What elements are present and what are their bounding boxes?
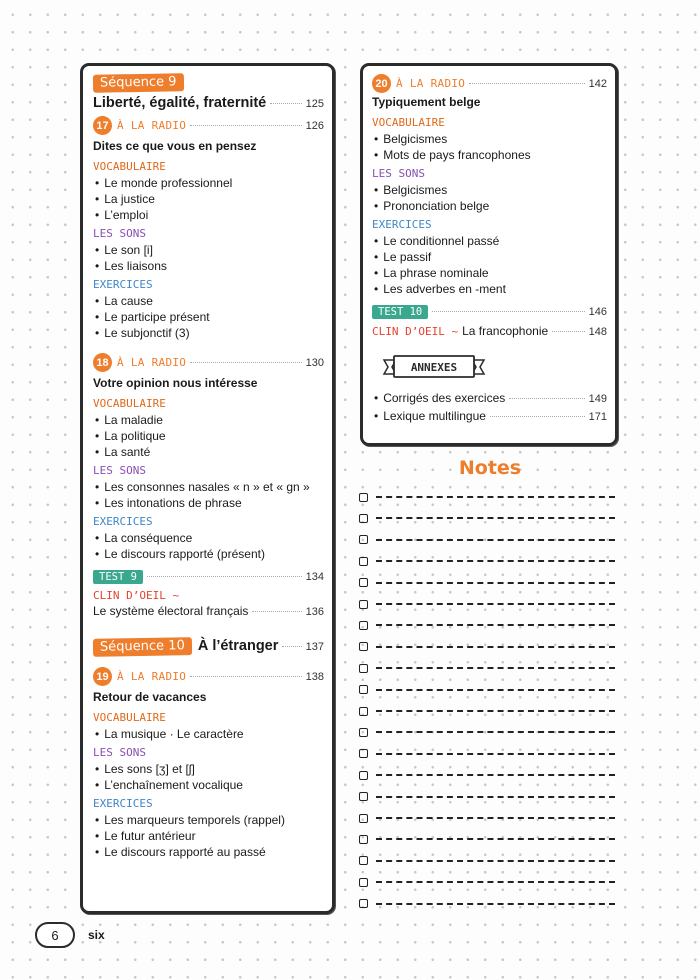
checkbox-icon[interactable] [359, 514, 368, 523]
lesson-number-badge: 19 [93, 667, 112, 686]
note-line[interactable] [359, 747, 615, 761]
clin-doeil-text: Le système électoral français [93, 604, 249, 618]
dashed-rule [376, 753, 615, 755]
list-item: • Le discours rapporté au passé [93, 844, 324, 860]
checkbox-icon[interactable] [359, 771, 368, 780]
exercises-label: EXERCICES [372, 218, 432, 231]
checkbox-icon[interactable] [359, 856, 368, 865]
checkbox-icon[interactable] [359, 557, 368, 566]
page-ref: 142 [588, 77, 607, 90]
lesson-title: Dites ce que vous en pensez [93, 139, 257, 153]
dashed-rule [376, 689, 615, 691]
clin-doeil-text: La francophonie [462, 324, 549, 338]
dot-leader [552, 331, 584, 332]
toc-left-panel [80, 63, 335, 914]
vocabulary-label: VOCABULAIRE [93, 397, 166, 410]
note-line[interactable] [359, 554, 615, 568]
page-ref: 138 [305, 670, 324, 683]
clin-doeil-9-row[interactable] [93, 604, 324, 618]
lesson-number-badge: 20 [372, 74, 391, 93]
checkbox-icon[interactable] [359, 878, 368, 887]
list-item: • La cause [93, 293, 324, 309]
list-item: • La politique [93, 428, 324, 444]
lesson-20-heading[interactable] [372, 74, 607, 93]
checkbox-icon[interactable] [359, 792, 368, 801]
lesson-title: Typiquement belge [372, 95, 481, 109]
page-ref: 148 [588, 326, 607, 338]
list-item: • Le passif [372, 249, 607, 265]
list-item: • Le subjonctif (3) [93, 325, 324, 341]
clin-doeil-10-row[interactable] [372, 324, 607, 338]
lesson-19-heading[interactable] [93, 667, 324, 686]
dashed-rule [376, 838, 615, 840]
sequence-9-heading[interactable] [93, 74, 324, 92]
dashed-rule [376, 582, 615, 584]
page-ref: 126 [305, 119, 324, 132]
sequence-10-heading[interactable] [93, 638, 324, 656]
annexes-label: ANNEXES [410, 360, 458, 374]
checkbox-icon[interactable] [359, 621, 368, 630]
checkbox-icon[interactable] [359, 899, 368, 908]
exercises-label: EXERCICES [93, 278, 153, 291]
page-ref: 136 [305, 606, 324, 618]
lesson-number-badge: 18 [93, 353, 112, 372]
radio-label: À LA RADIO [117, 669, 187, 683]
list-item: • Les liaisons [93, 258, 324, 274]
list-item: • Le monde professionnel [93, 175, 324, 191]
list-item: • Le son [i] [93, 242, 324, 258]
page-number-word: six [88, 928, 105, 942]
note-line[interactable] [359, 875, 615, 889]
lesson-number-badge: 17 [93, 116, 112, 135]
dot-leader [432, 311, 584, 312]
list-item: • Les marqueurs temporels (rappel) [93, 812, 324, 828]
note-line[interactable] [359, 640, 615, 654]
dashed-rule [376, 903, 615, 905]
list-item: • La maladie [93, 412, 324, 428]
vocabulary-label: VOCABULAIRE [93, 160, 166, 173]
sequence-9-title-row[interactable] [93, 95, 324, 111]
note-line[interactable] [359, 618, 615, 632]
page-ref: 146 [588, 306, 607, 318]
test-tag: TEST 9 [93, 570, 143, 584]
checkbox-icon[interactable] [359, 535, 368, 544]
sounds-label: LES SONS [93, 464, 146, 477]
list-item: • Les sons [ʒ] et [ʃ] [93, 761, 324, 777]
page-ref: 130 [305, 356, 324, 369]
note-line[interactable] [359, 661, 615, 675]
dashed-rule [376, 539, 615, 541]
note-line[interactable] [359, 811, 615, 825]
notes-title: Notes [458, 457, 522, 479]
sequence-title: Liberté, égalité, fraternité [93, 95, 267, 111]
dashed-rule [376, 881, 615, 883]
list-item: • La conséquence [93, 530, 324, 546]
page-ref: 149 [588, 393, 607, 405]
checkbox-icon[interactable] [359, 685, 368, 694]
dashed-rule [376, 710, 615, 712]
list-item: • Belgicismes [372, 182, 607, 198]
test-10-row[interactable] [372, 305, 607, 319]
test-tag: TEST 10 [372, 305, 428, 319]
dashed-rule [376, 817, 615, 819]
dashed-rule [376, 860, 615, 862]
list-item: • Le discours rapporté (présent) [93, 546, 324, 562]
dot-leader [252, 611, 301, 612]
list-item: • La phrase nominale [372, 265, 607, 281]
radio-label: À LA RADIO [117, 355, 187, 369]
dashed-rule [376, 624, 615, 626]
dashed-rule [376, 603, 615, 605]
checkbox-icon[interactable] [359, 642, 368, 651]
exercises-label: EXERCICES [93, 797, 153, 810]
dashed-rule [376, 796, 615, 798]
note-line[interactable] [359, 832, 615, 846]
list-item: • La justice [93, 191, 324, 207]
checkbox-icon[interactable] [359, 749, 368, 758]
list-item: • Les consonnes nasales « n » et « gn » [93, 479, 324, 495]
note-line[interactable] [359, 683, 615, 697]
clin-doeil-label: CLIN D’OEIL ~ [93, 589, 180, 602]
dot-leader [490, 416, 585, 417]
lesson-title: Retour de vacances [93, 690, 207, 704]
note-line[interactable] [359, 576, 615, 590]
checkbox-icon[interactable] [359, 493, 368, 502]
list-item: • Les adverbes en -ment [372, 281, 607, 297]
annex-item[interactable] [372, 390, 607, 406]
dot-leader [190, 125, 301, 126]
list-item: • Le futur antérieur [93, 828, 324, 844]
note-line[interactable] [359, 790, 615, 804]
note-line[interactable] [359, 854, 615, 868]
radio-label: À LA RADIO [396, 76, 466, 90]
checkbox-icon[interactable] [359, 664, 368, 673]
list-item: • L’enchaînement vocalique [93, 777, 324, 793]
annex-item[interactable] [372, 408, 607, 424]
dashed-rule [376, 646, 615, 648]
vocabulary-label: VOCABULAIRE [93, 711, 166, 724]
note-line[interactable] [359, 725, 615, 739]
radio-label: À LA RADIO [117, 118, 187, 132]
dashed-rule [376, 667, 615, 669]
note-line[interactable] [359, 897, 615, 911]
list-item: • L’emploi [93, 207, 324, 223]
dot-leader [190, 676, 301, 677]
sequence-tag: Séquence 9 [93, 73, 184, 93]
page-number: 6 [35, 922, 75, 948]
vocabulary-label: VOCABULAIRE [372, 116, 445, 129]
annexes-banner [382, 354, 486, 380]
note-line[interactable] [359, 533, 615, 547]
page-ref: 134 [305, 571, 324, 583]
checkbox-icon[interactable] [359, 578, 368, 587]
page-ref: 137 [305, 641, 324, 653]
list-item: • La santé [93, 444, 324, 460]
sounds-label: LES SONS [93, 746, 146, 759]
list-item: • Belgicismes [372, 131, 607, 147]
dot-leader [147, 576, 302, 577]
note-line[interactable] [359, 490, 615, 504]
sequence-title: À l’étranger [197, 638, 279, 654]
note-line[interactable] [359, 511, 615, 525]
lesson-title: Votre opinion nous intéresse [93, 376, 258, 390]
checkbox-icon[interactable] [359, 600, 368, 609]
annex-item-text: • Corrigés des exercices [372, 390, 505, 406]
exercises-label: EXERCICES [93, 515, 153, 528]
list-item: • Le participe présent [93, 309, 324, 325]
dashed-rule [376, 560, 615, 562]
sequence-tag: Séquence 10 [93, 637, 192, 657]
page-ref: 171 [588, 411, 607, 423]
lesson-18-heading[interactable] [93, 353, 324, 372]
checkbox-icon[interactable] [359, 814, 368, 823]
list-item: • Mots de pays francophones [372, 147, 607, 163]
note-line[interactable] [359, 704, 615, 718]
lesson-17-heading[interactable] [93, 116, 324, 135]
dot-leader [270, 103, 301, 104]
dashed-rule [376, 774, 615, 776]
checkbox-icon[interactable] [359, 835, 368, 844]
dashed-rule [376, 517, 615, 519]
dashed-rule [376, 496, 615, 498]
list-item: • La musique · Le caractère [93, 726, 324, 742]
sounds-label: LES SONS [93, 227, 146, 240]
clin-doeil-label: CLIN D’OEIL ~ [372, 325, 459, 338]
checkbox-icon[interactable] [359, 707, 368, 716]
dot-leader [282, 646, 301, 647]
sounds-label: LES SONS [372, 167, 425, 180]
list-item: • Prononciation belge [372, 198, 607, 214]
dot-leader [190, 362, 301, 363]
note-line[interactable] [359, 597, 615, 611]
test-9-row[interactable] [93, 570, 324, 584]
dot-leader [469, 83, 584, 84]
list-item: • Le conditionnel passé [372, 233, 607, 249]
dot-leader [509, 398, 584, 399]
toc-right-panel [360, 63, 618, 446]
page-ref: 125 [305, 98, 324, 110]
dashed-rule [376, 731, 615, 733]
list-item: • Les intonations de phrase [93, 495, 324, 511]
note-line[interactable] [359, 768, 615, 782]
checkbox-icon[interactable] [359, 728, 368, 737]
annex-item-text: • Lexique multilingue [372, 408, 486, 424]
